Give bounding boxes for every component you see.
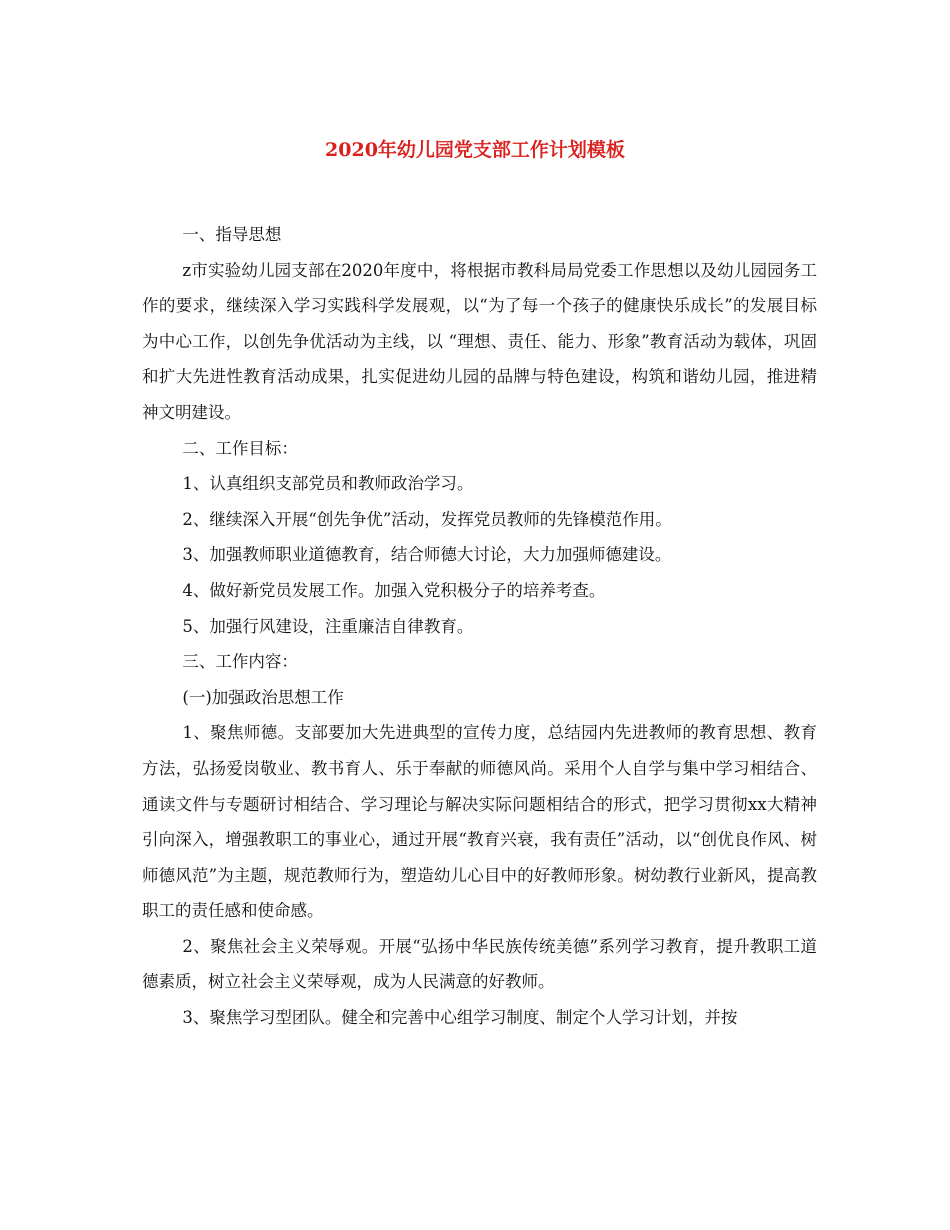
goal-item-1: 1、认真组织支部党员和教师政治学习。 [182,474,474,494]
goal-item-4: 4、做好新党员发展工作。加强入党积极分子的培养考查。 [182,580,606,600]
content-item-3: 3、聚焦学习型团队。健全和完善中心组学习制度、制定个人学习计划，并按 [182,1008,738,1028]
paragraph-guiding-ideology: z市实验幼儿园支部在2020年度中，将根据市教科局局党委工作思想以及幼儿园园务工作的要求，继续深入学习实践科学发展观，以“为了每一个孩子的健康快乐成长”的发展目标为中心工作，以创先争优活动为主线，以 “理想、责任、能力、形象”教育活动为载体，巩固和扩大先进性教育活动成果，扎实促进幼儿园的品牌与特色建设，构筑和谐幼儿园，推进精神文明建设。 [142,260,817,422]
section-heading-work-goals: 二、工作目标： [182,438,298,458]
subsection-heading-political-work: (一)加强政治思想工作 [182,687,344,707]
goal-item-2: 2、继续深入开展“创先争优”活动，发挥党员教师的先锋模范作用。 [182,509,672,529]
content-item-1: 1、聚焦师德。支部要加大先进典型的宣传力度，总结园内先进教师的教育思想、教育方法，弘扬爱岗敬业、教书育人、乐于奉献的师德风尚。采用个人自学与集中学习相结合、通读文件与专题研讨相结合、学习理论与解决实际问题相结合的形式，把学习贯彻xx大精神引向深入，增强教职工的事业心，通过开展“教育兴衰，我有责任”活动，以“创优良作风、树师德风范”为主题，规范教师行为，塑造幼儿心目中的好教师形象。树幼教行业新风，提高教职工的责任感和使命感。 [142,723,817,921]
content-item-2: 2、聚焦社会主义荣辱观。开展“弘扬中华民族传统美德”系列学习教育，提升教职工道德素质，树立社会主义荣辱观，成为人民满意的好教师。 [142,936,817,992]
section-heading-work-content: 三、工作内容： [182,652,298,672]
document-body [142,217,817,1036]
document-title: 2020年幼儿园党支部工作计划模板 [325,139,625,161]
goal-item-3: 3、加强教师职业道德教育，结合师德大讨论，大力加强师德建设。 [182,545,672,565]
goal-item-5: 5、加强行风建设，注重廉洁自律教育。 [182,616,474,636]
section-heading-guiding-ideology: 一、指导思想 [182,225,282,244]
